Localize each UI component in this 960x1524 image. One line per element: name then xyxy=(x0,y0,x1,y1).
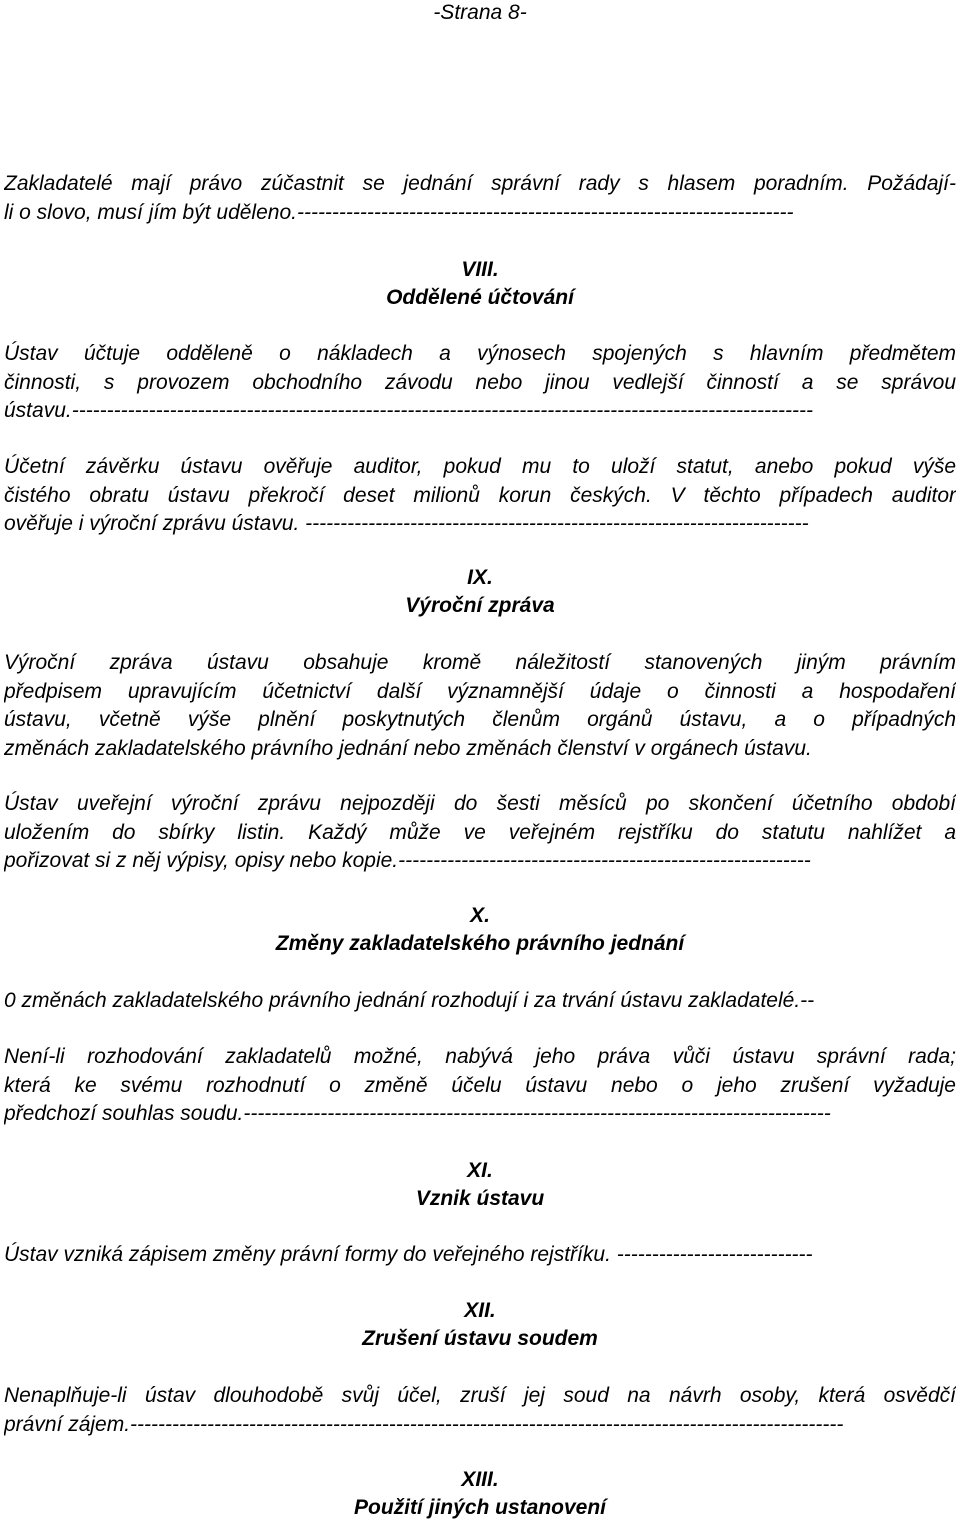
section-heading-xii xyxy=(0,1297,960,1353)
text-line: činnosti, s provozem obchodního závodu nebo jinou vedlejší činností a se správou xyxy=(4,370,956,394)
section-heading-xiii xyxy=(0,1466,960,1522)
page-number: -Strana 8- xyxy=(433,1,527,24)
section-heading-x xyxy=(0,902,960,958)
text-line: li o slovo, musí jím být uděleno.----------------------------------------------------------------------- xyxy=(4,200,794,224)
section-number: XII. xyxy=(464,1299,496,1322)
text-line: ústavu.---------------------------------------------------------------------------------------------------------- xyxy=(4,399,813,423)
text-line: pořizovat si z něj výpisy, opisy nebo kopie.----------------------------------------------------------- xyxy=(4,849,811,873)
paragraph-founders-decide-changes xyxy=(4,987,956,1016)
paragraph-auditor xyxy=(4,453,956,539)
section-heading-ix xyxy=(0,564,960,620)
text-line: právní zájem.------------------------------------------------------------------------------------------------------ xyxy=(4,1412,844,1436)
section-title: Výroční zpráva xyxy=(405,594,555,617)
section-title: Vznik ústavu xyxy=(415,1187,545,1210)
text-line: 0 změnách zakladatelského právního jednání rozhodují i za trvání ústavu zakladatelé.-- xyxy=(4,989,815,1012)
section-number: XI. xyxy=(467,1159,493,1182)
section-number: IX. xyxy=(467,566,493,589)
text-line: Ústav účtuje odděleně o nákladech a výnosech spojených s hlavním předmětem xyxy=(4,342,956,365)
section-heading-xi xyxy=(0,1157,960,1213)
text-line: Nenaplňuje-li ústav dlouhodobě svůj účel, zruší jej soud na návrh osoby, která osvědčí xyxy=(4,1384,956,1407)
text-line: Účetní závěrku ústavu ověřuje auditor, pokud mu to uloží statut, anebo pokud výše xyxy=(4,455,956,478)
text-line: čistého obratu ústavu překročí deset milionů korun českých. V těchto případech auditor xyxy=(4,483,956,507)
section-title: Změny zakladatelského právního jednání xyxy=(275,932,685,955)
section-heading-viii xyxy=(0,256,960,312)
paragraph-board-rights xyxy=(4,1043,956,1129)
section-number: X. xyxy=(470,904,490,927)
section-number: VIII. xyxy=(461,258,499,281)
text-line: Ústav vzniká zápisem změny právní formy do veřejného rejstříku. ---------------------------- xyxy=(4,1243,813,1266)
paragraph-annual-report-contents xyxy=(4,649,956,763)
text-line: ústavu, včetně výše plnění poskytnutých členům orgánů ústavu, a o případných xyxy=(4,708,956,732)
section-title: Zrušení ústavu soudem xyxy=(362,1327,598,1350)
text-line: Zakladatelé mají právo zúčastnit se jednání správní rady s hlasem poradním. Požádají- xyxy=(4,172,956,195)
section-title: Oddělené účtování xyxy=(386,286,574,309)
text-line: Výroční zpráva ústavu obsahuje kromě náležitostí stanovených jiným právním xyxy=(4,651,956,674)
section-number: XIII. xyxy=(461,1468,499,1491)
paragraph-founders-rights xyxy=(4,170,956,227)
text-line: Není-li rozhodování zakladatelů možné, nabývá jeho práva vůči ústavu správní rada; xyxy=(4,1045,956,1068)
text-line: uložením do sbírky listin. Každý může ve veřejném rejstříku do statutu nahlížet a xyxy=(4,820,956,844)
text-line: Ústav uveřejní výroční zprávu nejpozději do šesti měsíců po skončení účetního období xyxy=(4,792,956,815)
text-line: která ke svému rozhodnutí o změně účelu ústavu nebo o jeho zrušení vyžaduje xyxy=(4,1073,956,1097)
paragraph-institute-origin xyxy=(4,1241,956,1270)
text-line: předchozí souhlas soudu.------------------------------------------------------------------------------------ xyxy=(4,1102,831,1126)
text-line: ověřuje i výroční zprávu ústavu. ------------------------------------------------------------------------ xyxy=(4,512,809,536)
paragraph-separate-accounting xyxy=(4,340,956,426)
section-title: Použití jiných ustanovení xyxy=(353,1496,607,1519)
text-line: předpisem upravujícím účetnictví další významnější údaje o činnosti a hospodaření xyxy=(4,679,956,703)
paragraph-annual-report-publication xyxy=(4,790,956,876)
text-line: změnách zakladatelského právního jednání nebo změnách členství v orgánech ústavu. xyxy=(4,736,812,760)
paragraph-court-dissolution xyxy=(4,1382,956,1439)
